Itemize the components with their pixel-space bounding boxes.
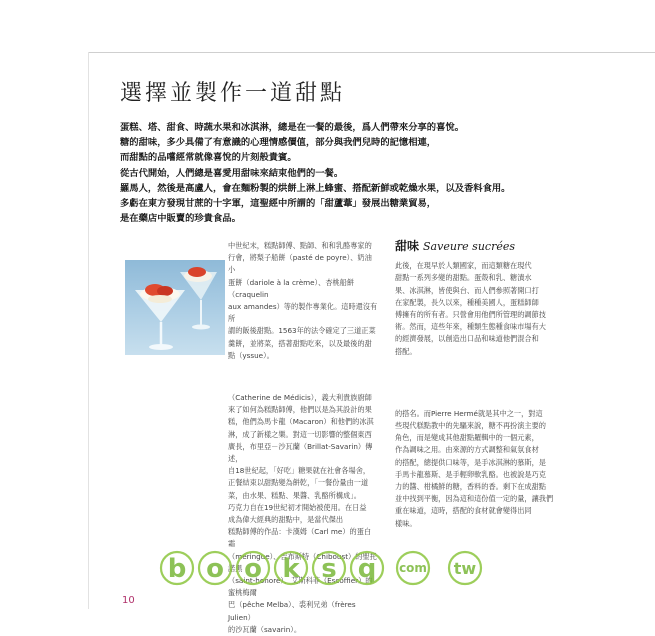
text-line: 些現代糕點教中的先驅來說，糖不再扮演主要的	[395, 421, 546, 431]
intro-line: 羅馬人，然後是高盧人，會在麵粉製的烘餅上淋上蜂蜜、搭配新鮮或乾燥水果，以及香料食用。	[120, 182, 511, 194]
svg-text:o: o	[244, 554, 262, 584]
intro-line: 多虧在東方發現甘蔗的十字軍，這聖經中所謂的「甜蘆葦」發展出糖業貿易，	[120, 198, 437, 210]
section-title-fr: Saveure sucrées	[423, 240, 515, 253]
text-line: 此後，在現早於人類國家，而這類糖在現代	[395, 261, 532, 271]
text-line: 中世紀末，糕點師傅、點師、和和乳酪專家的	[228, 241, 372, 250]
text-line: 正餐結束以甜點變為餅乾，「一餐份量由一道	[228, 478, 369, 488]
text-line: 重在味道，這時，搭配的食材就會變得出同	[395, 506, 532, 516]
text-line: 自18世紀起，「好吃」糖果就在社會各場舍，	[228, 466, 371, 476]
intro-line: 從古代開始，人們總是喜愛用甜味來結束他們的一餐。	[120, 167, 344, 179]
text-line: 點（yssue）。	[228, 350, 274, 360]
text-line: 甜點一系列多變的甜點。蛋殼和乳、糖漬水	[395, 273, 532, 283]
text-line: 在家配製，長久以來，種種美國人，蛋糕師師	[395, 297, 539, 307]
intro-line: 糖的甜味，多少具備了有意識的心理情感價值，部分與我們兒時的記憶相連，	[120, 137, 437, 149]
text-line: 巧克力自在19世紀初才開始被使用。在日益	[228, 502, 367, 512]
svg-text:b: b	[167, 554, 187, 584]
text-line: 的搭配，總提供口味等，是手冰淇淋的慕斯，是	[395, 457, 546, 467]
text-line: 的沙瓦蘭（savarin）。	[228, 624, 302, 634]
section-heading	[395, 240, 555, 254]
text-line: 廣長，布里亞－沙瓦蘭（Brillat-Savarin）傳述，	[228, 441, 373, 464]
svg-text:s: s	[321, 554, 337, 584]
top-rule	[88, 52, 655, 53]
svg-text:com: com	[399, 561, 427, 575]
text-line: 糕，他們為馬卡龍（Macaron）和他們的冰淇	[228, 417, 374, 427]
text-line: 淋，成了新樣之樂。對這一切影響的整個東西	[228, 429, 372, 439]
paragraph-gap	[395, 358, 555, 408]
text-line: 巴（pêche Melba）、裘利兄弟（frères Julien）	[228, 600, 356, 622]
text-line: 作為調味之用。由來源的方式調整和氣氛食材	[395, 445, 539, 455]
page-title: 選擇並製作一道甜點	[120, 81, 346, 106]
text-line: 糕點師傅的作品：卡漢姆（Carl me）的蛋白霜	[228, 527, 372, 549]
text-line: aux amandes）等的製作專業化。這時還沒有所	[228, 302, 378, 324]
intro-line: 蛋糕、塔、甜食、時蔬水果和冰淇淋，總是在一餐的最後，爲人們帶來分享的喜悅。	[120, 122, 464, 133]
intro-line: 是在藥店中販賣的珍貴食品。	[120, 213, 241, 225]
text-line: 的搭名。而Pierre Hermé就是其中之一，對這	[395, 408, 543, 418]
text-line: 樣味。	[395, 518, 417, 528]
intro-line: 而甜點的品嚐經常就像喜悅的片刻般貴賓。	[120, 152, 297, 164]
paragraph-gap	[228, 362, 378, 392]
svg-text:k: k	[282, 554, 300, 584]
right-column-text	[395, 240, 555, 530]
svg-text:q: q	[357, 554, 377, 584]
text-line: 菜，由水果、糕點、果醬、乳酪所構成」。	[228, 490, 361, 500]
text-line: 羹餅，並將菜，搭著甜點吃來，以及最後的甜	[228, 338, 372, 348]
text-line: （Catherine de Médicis），義大利貴族廚師	[228, 393, 372, 403]
text-line: 蛋餅（dariole à la crème）、杏桃船餅（craquelin	[228, 277, 355, 299]
section-title-zh: 甜味	[395, 239, 420, 253]
booksq-watermark-logo	[155, 528, 495, 608]
text-line: （saint-honoré）、艾斯科菲（Escoffier）的蜜桃梅爾	[228, 576, 373, 598]
text-line: 來了如何為糕點師傅，他們以是為其設計的果	[228, 405, 372, 415]
text-line: 果、冰淇淋，皆使與台、而人們參照著開口打	[395, 285, 539, 295]
dessert-glasses-image	[125, 260, 225, 355]
page-number: 10	[122, 595, 135, 606]
svg-text:o: o	[206, 554, 224, 584]
text-line: 術。然而，這些年來，種類生態種食味市場有大	[395, 322, 546, 332]
svg-text:tw: tw	[453, 559, 477, 578]
text-line: 行會，將梨子船餅（pasté de poyre）、奶油小	[228, 253, 372, 275]
text-line: 並中找到平衡，因為這和這份值一定的量，讓我們	[395, 494, 554, 504]
text-line: 角色，而是變成其他甜點羅輯中的一個元素，	[395, 433, 539, 443]
dessert-photo	[125, 260, 225, 355]
text-line: 成為偉大經典的甜點中，是當代傑出	[228, 515, 344, 525]
text-line: 傅擁有的所有者。只營會用他們所管理的調節技	[395, 310, 546, 320]
intro-paragraph	[120, 120, 600, 226]
text-line: 搭配。	[395, 346, 417, 356]
text-line: 手馬卡龍慕斯、是手輕卵軟乳酪。也被說是巧克	[395, 469, 546, 479]
text-line: 的經濟發展，以創造出口品和味道他們混合和	[395, 334, 539, 344]
text-line: 謂的飯後甜點。1563年的法令確定了三道正菜	[228, 326, 376, 336]
text-line: （meringue）、吉布斯特（Chiboust）的聖托諾黑	[228, 551, 377, 573]
left-rule	[88, 52, 89, 609]
text-line: 力的醬、柑橘鮮的糖，香料的香。剩下在成甜點	[395, 482, 546, 492]
